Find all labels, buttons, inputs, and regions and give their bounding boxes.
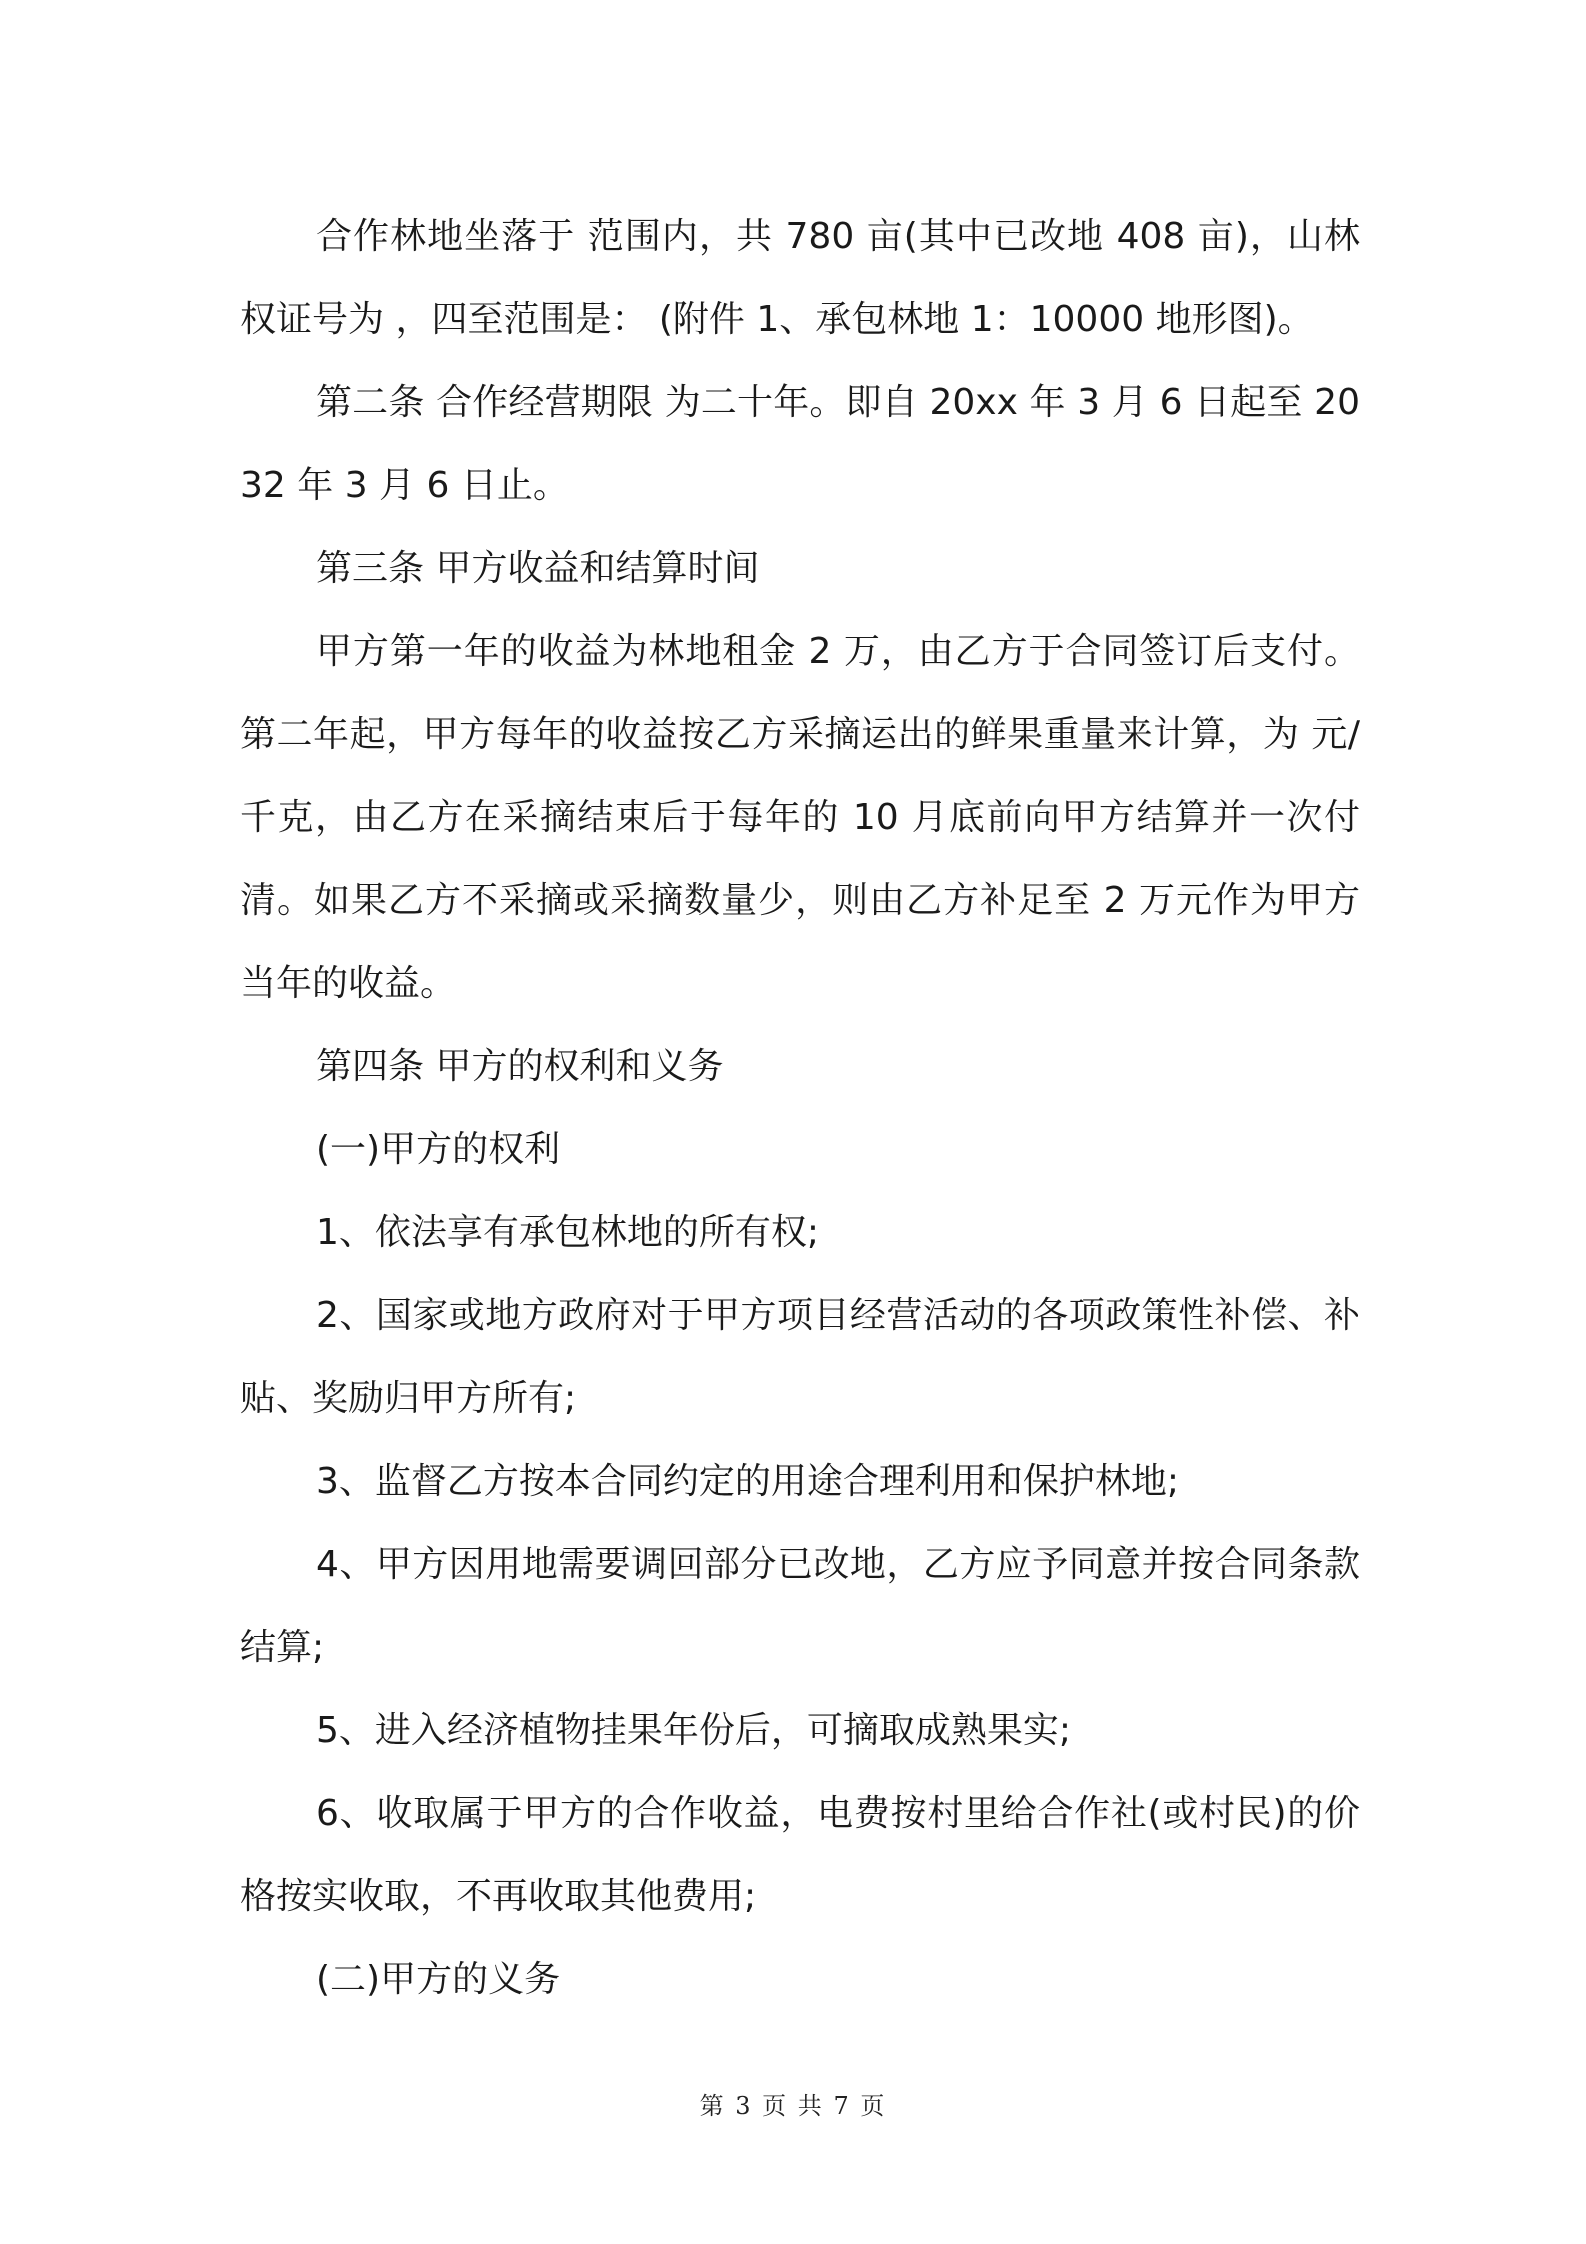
paragraph-right-2: 2、国家或地方政府对于甲方项目经营活动的各项政策性补偿、补贴、奖励归甲方所有; [240, 1295, 1360, 1419]
paragraph-right-3: 3、监督乙方按本合同约定的用途合理利用和保护林地; [316, 1461, 1180, 1502]
paragraph-right-5: 5、进入经济植物挂果年份后，可摘取成熟果实; [316, 1710, 1072, 1751]
paragraph-land-location: 合作林地坐落于 范围内，共 780 亩(其中已改地 408 亩)，山林权证号为 ，四至范围是： (附件 1、承包林地 1：10000 地形图)。 [240, 216, 1360, 340]
paragraph-party-a-obligations-heading: (二)甲方的义务 [316, 1959, 561, 2000]
paragraph-article-4-heading: 第四条 甲方的权利和义务 [316, 1046, 724, 1087]
paragraph-party-a-rights-heading: (一)甲方的权利 [316, 1129, 561, 1170]
paragraph-right-1: 1、依法享有承包林地的所有权; [316, 1212, 820, 1253]
paragraph-right-4: 4、甲方因用地需要调回部分已改地，乙方应予同意并按合同条款结算; [240, 1544, 1360, 1668]
page-number-footer: 第 3 页 共 7 页 [699, 2092, 887, 2120]
document-body [240, 195, 1360, 2021]
paragraph-article-3-body: 甲方第一年的收益为林地租金 2 万，由乙方于合同签订后支付。第二年起，甲方每年的收益按乙方采摘运出的鲜果重量来计算，为 元/千克，由乙方在采摘结束后于每年的 10 月底前向甲方结算并一次付清。如果乙方不采摘或采摘数量少，则由乙方补足至 2 万元作为甲方当年的收益。 [240, 631, 1360, 1004]
paragraph-article-2-term: 第二条 合作经营期限 为二十年。即自 20xx 年 3 月 6 日起至 2032 年 3 月 6 日止。 [240, 382, 1360, 506]
paragraph-right-6: 6、收取属于甲方的合作收益，电费按村里给合作社(或村民)的价格按实收取，不再收取其他费用; [240, 1793, 1360, 1917]
paragraph-article-3-heading: 第三条 甲方收益和结算时间 [316, 548, 760, 589]
